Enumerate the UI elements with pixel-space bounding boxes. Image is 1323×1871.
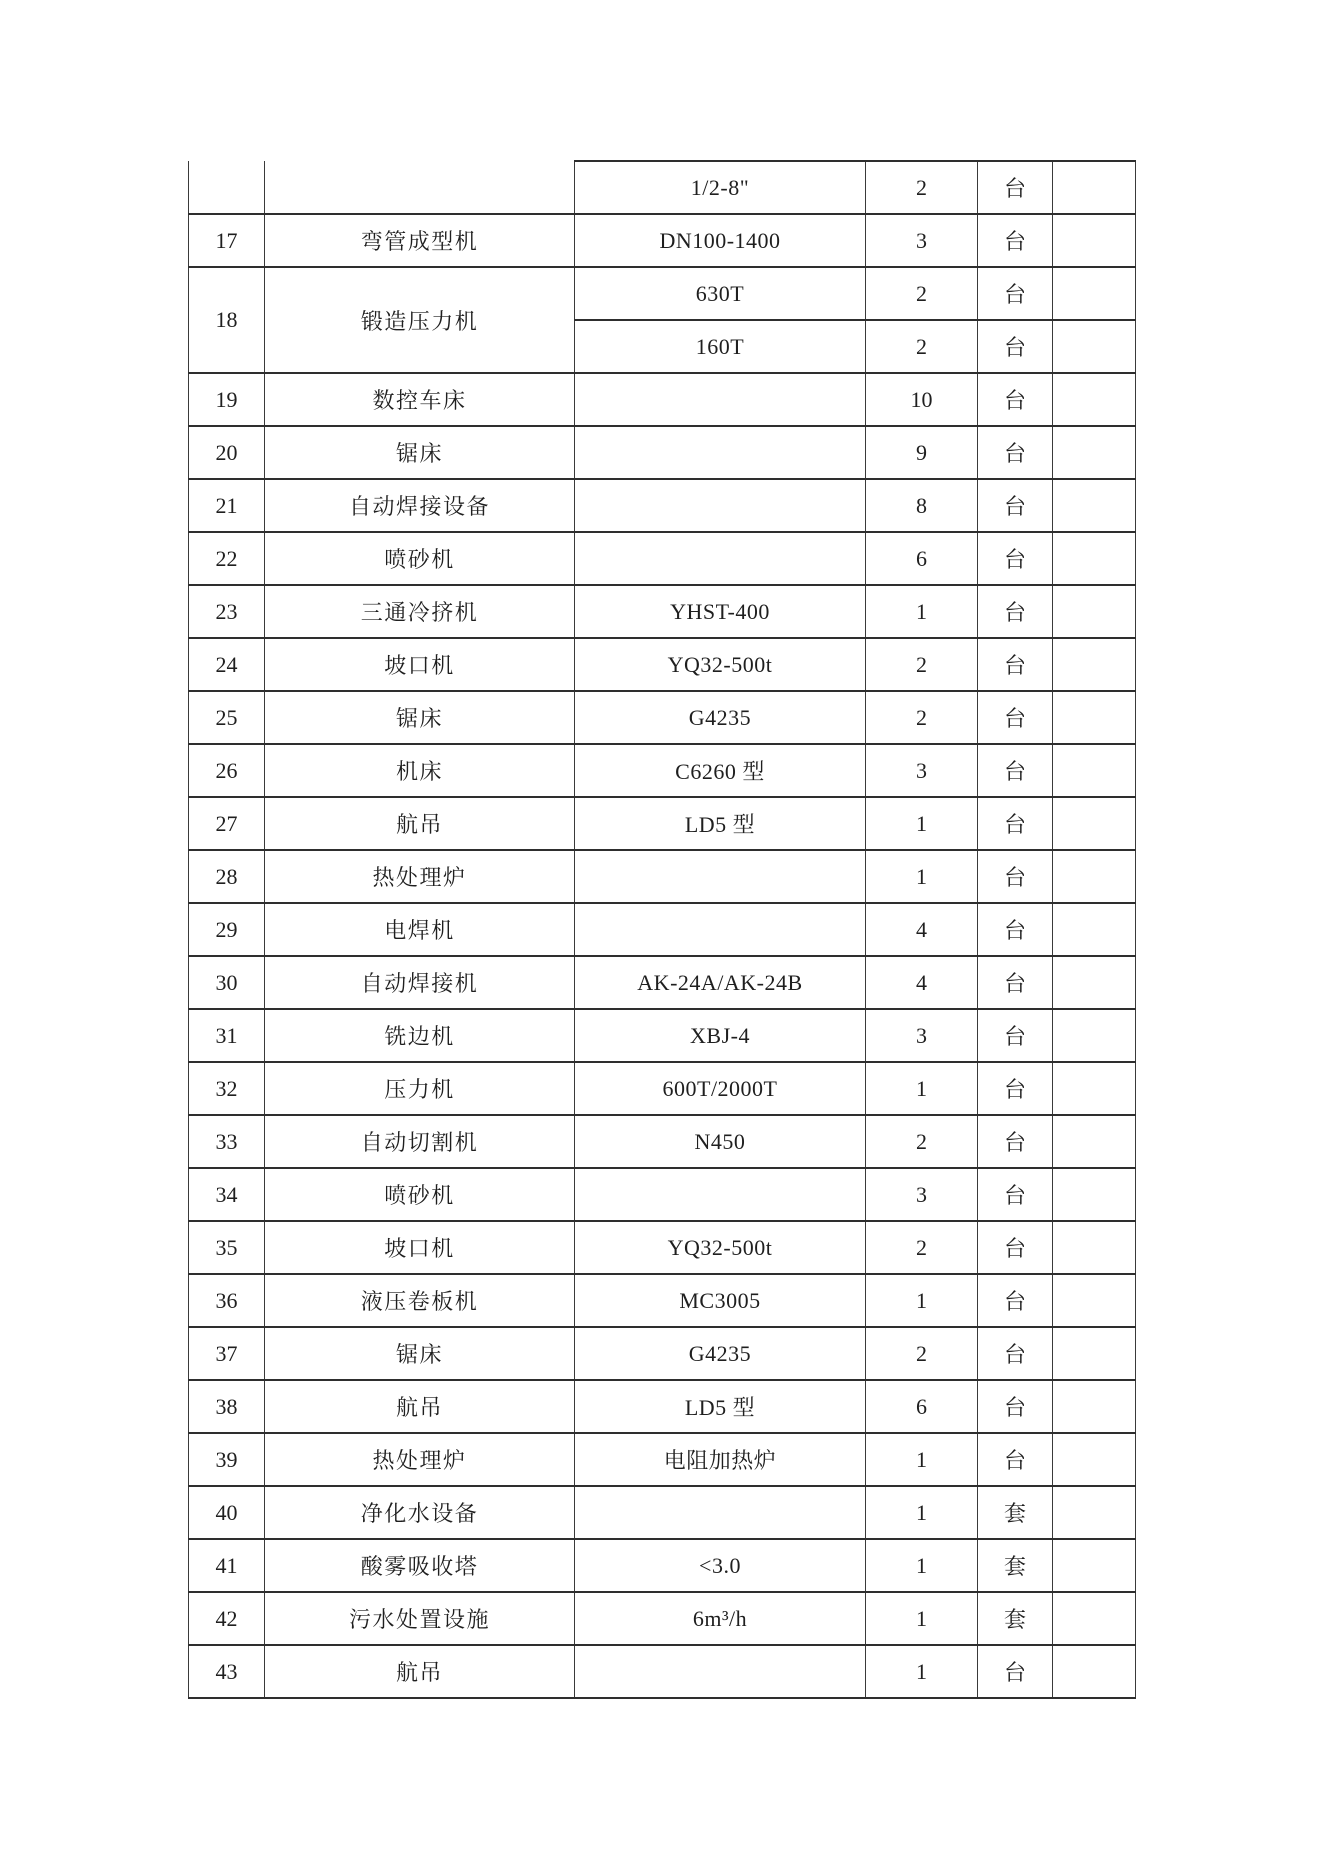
spec-cell xyxy=(575,532,866,585)
seq-cell: 19 xyxy=(189,373,265,426)
table-row xyxy=(189,479,1136,532)
unit-cell: 台 xyxy=(978,956,1053,1009)
seq-cell: 28 xyxy=(189,850,265,903)
qty-cell: 3 xyxy=(866,214,978,267)
qty-cell: 10 xyxy=(866,373,978,426)
remark-cell xyxy=(1053,797,1136,850)
spec-cell: YQ32-500t xyxy=(575,638,866,691)
qty-cell: 3 xyxy=(866,1009,978,1062)
qty-cell: 1 xyxy=(866,1645,978,1698)
qty-cell: 2 xyxy=(866,1115,978,1168)
remark-cell xyxy=(1053,1486,1136,1539)
name-cell: 数控车床 xyxy=(265,373,575,426)
remark-cell xyxy=(1053,1221,1136,1274)
remark-cell xyxy=(1053,1327,1136,1380)
seq-cell: 25 xyxy=(189,691,265,744)
seq-cell xyxy=(189,161,265,214)
seq-cell: 22 xyxy=(189,532,265,585)
name-cell: 热处理炉 xyxy=(265,850,575,903)
qty-cell: 2 xyxy=(866,267,978,320)
unit-cell: 台 xyxy=(978,532,1053,585)
seq-cell: 24 xyxy=(189,638,265,691)
remark-cell xyxy=(1053,320,1136,373)
name-cell: 喷砂机 xyxy=(265,1168,575,1221)
spec-cell: 6m³/h xyxy=(575,1592,866,1645)
table-row xyxy=(189,1009,1136,1062)
table-row xyxy=(189,1115,1136,1168)
seq-cell: 40 xyxy=(189,1486,265,1539)
qty-cell: 4 xyxy=(866,956,978,1009)
name-cell: 电焊机 xyxy=(265,903,575,956)
spec-cell xyxy=(575,373,866,426)
seq-cell: 35 xyxy=(189,1221,265,1274)
name-cell: 弯管成型机 xyxy=(265,214,575,267)
table-row xyxy=(189,426,1136,479)
table-row xyxy=(189,214,1136,267)
table-row xyxy=(189,956,1136,1009)
table-row xyxy=(189,1168,1136,1221)
table-row xyxy=(189,1645,1136,1698)
qty-cell: 1 xyxy=(866,1062,978,1115)
seq-cell: 32 xyxy=(189,1062,265,1115)
name-cell: 锻造压力机 xyxy=(265,267,575,373)
seq-cell: 20 xyxy=(189,426,265,479)
qty-cell: 1 xyxy=(866,1433,978,1486)
remark-cell xyxy=(1053,426,1136,479)
remark-cell xyxy=(1053,479,1136,532)
unit-cell: 台 xyxy=(978,1168,1053,1221)
unit-cell: 台 xyxy=(978,691,1053,744)
name-cell: 锯床 xyxy=(265,1327,575,1380)
qty-cell: 1 xyxy=(866,1486,978,1539)
remark-cell xyxy=(1053,1168,1136,1221)
name-cell xyxy=(265,161,575,214)
spec-cell: LD5 型 xyxy=(575,797,866,850)
spec-cell xyxy=(575,903,866,956)
table-row xyxy=(189,744,1136,797)
unit-cell: 台 xyxy=(978,373,1053,426)
qty-cell: 1 xyxy=(866,1539,978,1592)
spec-cell: 600T/2000T xyxy=(575,1062,866,1115)
spec-cell: <3.0 xyxy=(575,1539,866,1592)
seq-cell: 42 xyxy=(189,1592,265,1645)
remark-cell xyxy=(1053,214,1136,267)
unit-cell: 台 xyxy=(978,161,1053,214)
spec-cell: 630T xyxy=(575,267,866,320)
unit-cell: 套 xyxy=(978,1592,1053,1645)
unit-cell: 台 xyxy=(978,267,1053,320)
unit-cell: 台 xyxy=(978,1274,1053,1327)
table-row xyxy=(189,903,1136,956)
remark-cell xyxy=(1053,744,1136,797)
qty-cell: 3 xyxy=(866,1168,978,1221)
unit-cell: 台 xyxy=(978,585,1053,638)
seq-cell: 43 xyxy=(189,1645,265,1698)
qty-cell: 1 xyxy=(866,850,978,903)
remark-cell xyxy=(1053,903,1136,956)
seq-cell: 34 xyxy=(189,1168,265,1221)
qty-cell: 2 xyxy=(866,161,978,214)
table-row xyxy=(189,585,1136,638)
name-cell: 机床 xyxy=(265,744,575,797)
table-row xyxy=(189,1539,1136,1592)
unit-cell: 台 xyxy=(978,797,1053,850)
unit-cell: 台 xyxy=(978,1433,1053,1486)
qty-cell: 8 xyxy=(866,479,978,532)
table-row xyxy=(189,267,1136,320)
table-row xyxy=(189,1062,1136,1115)
spec-cell: YHST-400 xyxy=(575,585,866,638)
name-cell: 坡口机 xyxy=(265,1221,575,1274)
remark-cell xyxy=(1053,585,1136,638)
table-row xyxy=(189,373,1136,426)
seq-cell: 18 xyxy=(189,267,265,373)
qty-cell: 1 xyxy=(866,1592,978,1645)
table-row xyxy=(189,1380,1136,1433)
qty-cell: 4 xyxy=(866,903,978,956)
name-cell: 喷砂机 xyxy=(265,532,575,585)
seq-cell: 23 xyxy=(189,585,265,638)
seq-cell: 41 xyxy=(189,1539,265,1592)
seq-cell: 36 xyxy=(189,1274,265,1327)
name-cell: 航吊 xyxy=(265,1380,575,1433)
seq-cell: 33 xyxy=(189,1115,265,1168)
qty-cell: 1 xyxy=(866,797,978,850)
table-row xyxy=(189,1274,1136,1327)
seq-cell: 21 xyxy=(189,479,265,532)
remark-cell xyxy=(1053,850,1136,903)
name-cell: 热处理炉 xyxy=(265,1433,575,1486)
remark-cell xyxy=(1053,532,1136,585)
unit-cell: 台 xyxy=(978,903,1053,956)
spec-cell xyxy=(575,1486,866,1539)
spec-cell: XBJ-4 xyxy=(575,1009,866,1062)
unit-cell: 台 xyxy=(978,1009,1053,1062)
qty-cell: 2 xyxy=(866,320,978,373)
remark-cell xyxy=(1053,1433,1136,1486)
unit-cell: 台 xyxy=(978,1115,1053,1168)
name-cell: 铣边机 xyxy=(265,1009,575,1062)
qty-cell: 9 xyxy=(866,426,978,479)
name-cell: 航吊 xyxy=(265,1645,575,1698)
table-row xyxy=(189,1433,1136,1486)
table-row xyxy=(189,1327,1136,1380)
name-cell: 锯床 xyxy=(265,426,575,479)
qty-cell: 3 xyxy=(866,744,978,797)
name-cell: 净化水设备 xyxy=(265,1486,575,1539)
name-cell: 三通冷挤机 xyxy=(265,585,575,638)
spec-cell: DN100-1400 xyxy=(575,214,866,267)
equipment-table-body xyxy=(189,161,1136,1698)
qty-cell: 1 xyxy=(866,585,978,638)
remark-cell xyxy=(1053,956,1136,1009)
spec-cell xyxy=(575,1645,866,1698)
spec-cell xyxy=(575,426,866,479)
table-row xyxy=(189,1592,1136,1645)
seq-cell: 29 xyxy=(189,903,265,956)
remark-cell xyxy=(1053,1380,1136,1433)
unit-cell: 台 xyxy=(978,426,1053,479)
seq-cell: 38 xyxy=(189,1380,265,1433)
unit-cell: 台 xyxy=(978,320,1053,373)
name-cell: 自动切割机 xyxy=(265,1115,575,1168)
qty-cell: 6 xyxy=(866,532,978,585)
unit-cell: 台 xyxy=(978,479,1053,532)
spec-cell: N450 xyxy=(575,1115,866,1168)
spec-cell: AK-24A/AK-24B xyxy=(575,956,866,1009)
seq-cell: 39 xyxy=(189,1433,265,1486)
unit-cell: 台 xyxy=(978,1221,1053,1274)
unit-cell: 台 xyxy=(978,638,1053,691)
table-row xyxy=(189,1221,1136,1274)
name-cell: 锯床 xyxy=(265,691,575,744)
spec-cell xyxy=(575,850,866,903)
remark-cell xyxy=(1053,1062,1136,1115)
seq-cell: 26 xyxy=(189,744,265,797)
remark-cell xyxy=(1053,267,1136,320)
table-row xyxy=(189,850,1136,903)
table-row xyxy=(189,691,1136,744)
remark-cell xyxy=(1053,1009,1136,1062)
spec-cell: YQ32-500t xyxy=(575,1221,866,1274)
unit-cell: 套 xyxy=(978,1539,1053,1592)
name-cell: 液压卷板机 xyxy=(265,1274,575,1327)
qty-cell: 6 xyxy=(866,1380,978,1433)
table-row xyxy=(189,532,1136,585)
qty-cell: 2 xyxy=(866,691,978,744)
equipment-table xyxy=(188,160,1136,1699)
spec-cell: LD5 型 xyxy=(575,1380,866,1433)
seq-cell: 37 xyxy=(189,1327,265,1380)
name-cell: 酸雾吸收塔 xyxy=(265,1539,575,1592)
qty-cell: 2 xyxy=(866,638,978,691)
spec-cell: 电阻加热炉 xyxy=(575,1433,866,1486)
remark-cell xyxy=(1053,1274,1136,1327)
seq-cell: 30 xyxy=(189,956,265,1009)
unit-cell: 台 xyxy=(978,1645,1053,1698)
spec-cell xyxy=(575,1168,866,1221)
remark-cell xyxy=(1053,1539,1136,1592)
remark-cell xyxy=(1053,1645,1136,1698)
remark-cell xyxy=(1053,161,1136,214)
qty-cell: 1 xyxy=(866,1274,978,1327)
name-cell: 自动焊接设备 xyxy=(265,479,575,532)
table-row xyxy=(189,797,1136,850)
unit-cell: 台 xyxy=(978,214,1053,267)
qty-cell: 2 xyxy=(866,1327,978,1380)
seq-cell: 31 xyxy=(189,1009,265,1062)
table-row xyxy=(189,638,1136,691)
seq-cell: 17 xyxy=(189,214,265,267)
name-cell: 坡口机 xyxy=(265,638,575,691)
table-row xyxy=(189,1486,1136,1539)
spec-cell: G4235 xyxy=(575,691,866,744)
qty-cell: 2 xyxy=(866,1221,978,1274)
remark-cell xyxy=(1053,638,1136,691)
spec-cell: 160T xyxy=(575,320,866,373)
spec-cell: G4235 xyxy=(575,1327,866,1380)
spec-cell xyxy=(575,479,866,532)
unit-cell: 台 xyxy=(978,850,1053,903)
unit-cell: 台 xyxy=(978,1062,1053,1115)
seq-cell: 27 xyxy=(189,797,265,850)
name-cell: 航吊 xyxy=(265,797,575,850)
unit-cell: 套 xyxy=(978,1486,1053,1539)
spec-cell: C6260 型 xyxy=(575,744,866,797)
name-cell: 自动焊接机 xyxy=(265,956,575,1009)
spec-cell: MC3005 xyxy=(575,1274,866,1327)
remark-cell xyxy=(1053,691,1136,744)
spec-cell: 1/2-8" xyxy=(575,161,866,214)
unit-cell: 台 xyxy=(978,1380,1053,1433)
table-row-partial xyxy=(189,161,1136,214)
remark-cell xyxy=(1053,373,1136,426)
name-cell: 压力机 xyxy=(265,1062,575,1115)
name-cell: 污水处置设施 xyxy=(265,1592,575,1645)
unit-cell: 台 xyxy=(978,1327,1053,1380)
remark-cell xyxy=(1053,1115,1136,1168)
remark-cell xyxy=(1053,1592,1136,1645)
unit-cell: 台 xyxy=(978,744,1053,797)
